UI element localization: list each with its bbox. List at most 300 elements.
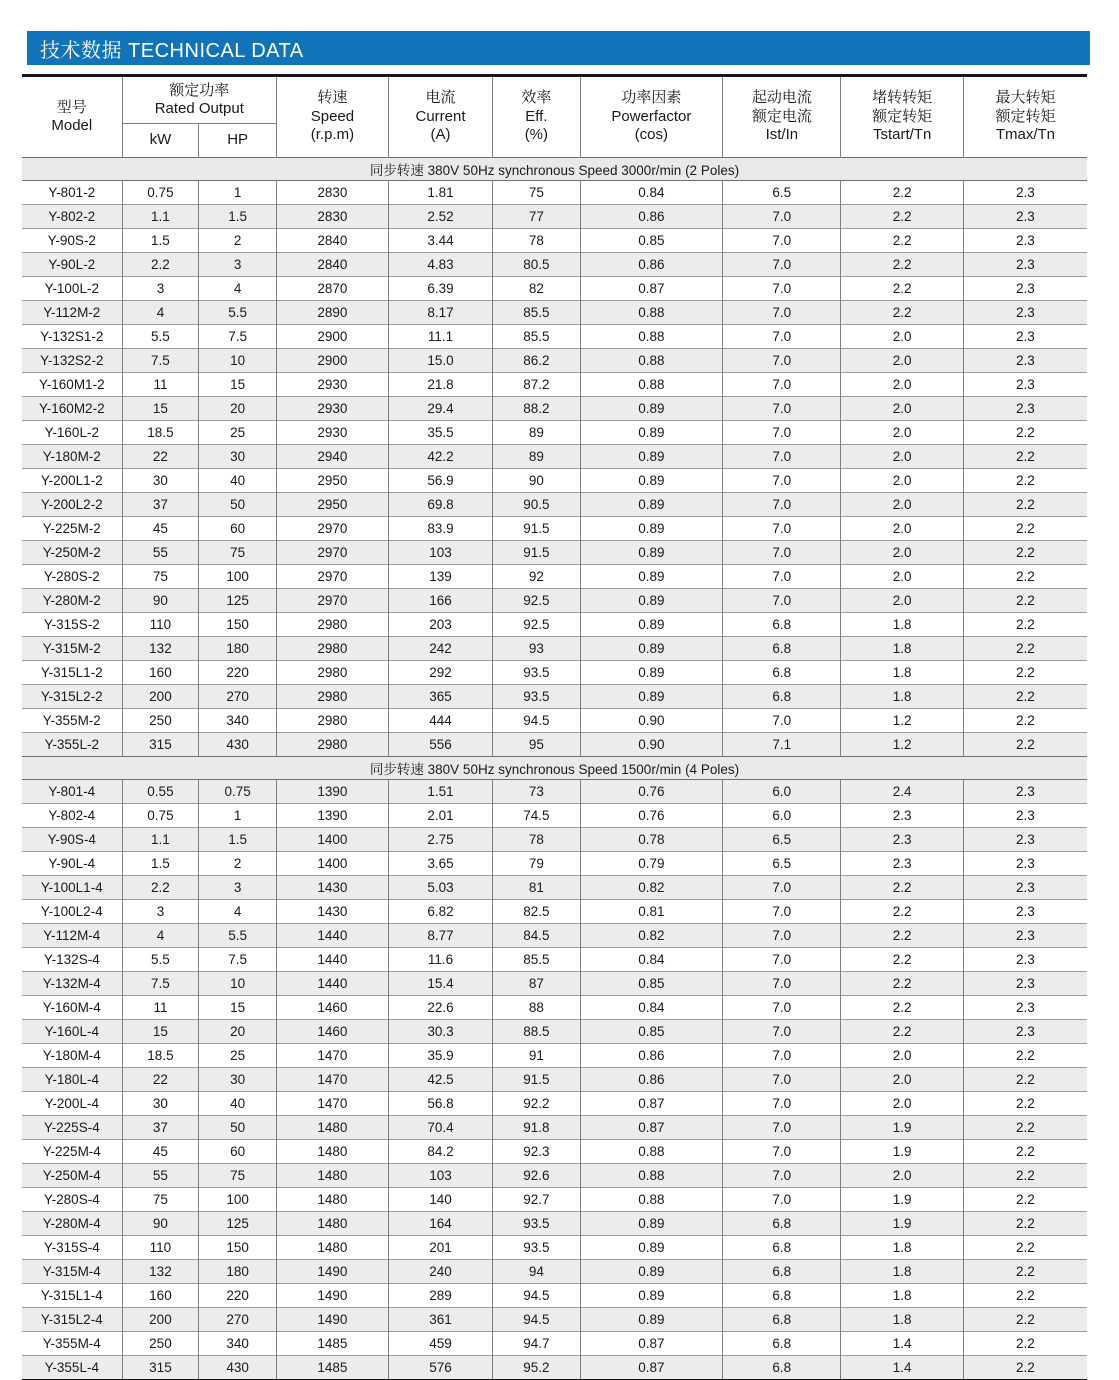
table-cell: 7.0 bbox=[723, 1140, 841, 1164]
table-cell: 1430 bbox=[277, 900, 389, 924]
table-cell: 7.0 bbox=[723, 1044, 841, 1068]
model-cell: Y-160M2-2 bbox=[22, 397, 122, 421]
table-cell: 2.3 bbox=[963, 229, 1087, 253]
col-header-current-en: Current bbox=[415, 107, 466, 125]
table-cell: 87.2 bbox=[493, 373, 580, 397]
table-cell: 0.84 bbox=[580, 996, 723, 1020]
table-cell: 2.2 bbox=[122, 253, 199, 277]
table-cell: 1.5 bbox=[122, 852, 199, 876]
table-cell: 203 bbox=[388, 613, 492, 637]
table-cell: 2.2 bbox=[841, 900, 963, 924]
table-cell: 94 bbox=[493, 1260, 580, 1284]
table-cell: 0.88 bbox=[580, 1164, 723, 1188]
col-header-powerfactor-en: Powerfactor bbox=[611, 107, 692, 125]
table-cell: 30 bbox=[122, 1092, 199, 1116]
table-cell: 2.3 bbox=[963, 205, 1087, 229]
model-cell: Y-100L-2 bbox=[22, 277, 122, 301]
table-cell: 75 bbox=[122, 1188, 199, 1212]
table-cell: 2.2 bbox=[841, 253, 963, 277]
table-cell: 2.2 bbox=[841, 1020, 963, 1044]
table-cell: 2.2 bbox=[963, 517, 1087, 541]
table-cell: 0.89 bbox=[580, 589, 723, 613]
table-cell: 444 bbox=[388, 709, 492, 733]
table-cell: 2.2 bbox=[963, 709, 1087, 733]
table-cell: 7.0 bbox=[723, 1020, 841, 1044]
table-cell: 0.78 bbox=[580, 828, 723, 852]
table-cell: 91.5 bbox=[493, 1068, 580, 1092]
table-row bbox=[22, 397, 1087, 421]
table-cell: 6.8 bbox=[723, 1308, 841, 1332]
table-cell: 1400 bbox=[277, 852, 389, 876]
table-cell: 2.2 bbox=[963, 1188, 1087, 1212]
table-cell: 94.5 bbox=[493, 1308, 580, 1332]
table-cell: 2.2 bbox=[963, 1332, 1087, 1356]
table-row bbox=[22, 1188, 1087, 1212]
table-cell: 10 bbox=[199, 972, 277, 996]
table-cell: 200 bbox=[122, 685, 199, 709]
model-cell: Y-801-4 bbox=[22, 780, 122, 804]
table-cell: 7.5 bbox=[122, 972, 199, 996]
table-cell: 2.0 bbox=[841, 469, 963, 493]
table-row bbox=[22, 493, 1087, 517]
table-cell: 140 bbox=[388, 1188, 492, 1212]
table-cell: 7.0 bbox=[723, 972, 841, 996]
table-cell: 2.01 bbox=[388, 804, 492, 828]
table-row bbox=[22, 780, 1087, 804]
table-cell: 7.0 bbox=[723, 589, 841, 613]
table-cell: 2.3 bbox=[963, 349, 1087, 373]
table-cell: 2900 bbox=[277, 325, 389, 349]
col-header-locked-rotor-torque-zh2: 额定转矩 bbox=[872, 107, 933, 125]
model-cell: Y-160M1-2 bbox=[22, 373, 122, 397]
table-cell: 60 bbox=[199, 1140, 277, 1164]
table-cell: 2.3 bbox=[963, 181, 1087, 205]
table-cell: 0.88 bbox=[580, 349, 723, 373]
model-cell: Y-355M-4 bbox=[22, 1332, 122, 1356]
table-cell: 1.1 bbox=[122, 828, 199, 852]
table-cell: 250 bbox=[122, 709, 199, 733]
table-cell: 2.2 bbox=[841, 948, 963, 972]
table-cell: 1490 bbox=[277, 1308, 389, 1332]
table-cell: 85.5 bbox=[493, 948, 580, 972]
col-header-efficiency-zh: 效率 bbox=[521, 89, 552, 107]
table-cell: 94.5 bbox=[493, 709, 580, 733]
table-cell: 2950 bbox=[277, 469, 389, 493]
table-cell: 1440 bbox=[277, 948, 389, 972]
model-cell: Y-280S-2 bbox=[22, 565, 122, 589]
table-cell: 2.0 bbox=[841, 493, 963, 517]
table-cell: 2.0 bbox=[841, 373, 963, 397]
table-cell: 0.89 bbox=[580, 541, 723, 565]
table-cell: 0.89 bbox=[580, 421, 723, 445]
col-header-kw: kW bbox=[122, 124, 199, 158]
table-cell: 85.5 bbox=[493, 301, 580, 325]
table-cell: 4 bbox=[199, 900, 277, 924]
table-cell: 365 bbox=[388, 685, 492, 709]
table-cell: 3 bbox=[122, 277, 199, 301]
table-cell: 1.9 bbox=[841, 1140, 963, 1164]
model-cell: Y-132M-4 bbox=[22, 972, 122, 996]
table-cell: 86.2 bbox=[493, 349, 580, 373]
table-cell: 7.0 bbox=[723, 541, 841, 565]
table-cell: 289 bbox=[388, 1284, 492, 1308]
table-cell: 2.0 bbox=[841, 1068, 963, 1092]
table-cell: 83.9 bbox=[388, 517, 492, 541]
model-cell: Y-90L-2 bbox=[22, 253, 122, 277]
table-row bbox=[22, 1044, 1087, 1068]
table-cell: 0.87 bbox=[580, 1116, 723, 1140]
table-cell: 11 bbox=[122, 373, 199, 397]
table-row bbox=[22, 277, 1087, 301]
table-cell: 84.5 bbox=[493, 924, 580, 948]
table-row bbox=[22, 181, 1087, 205]
table-cell: 85.5 bbox=[493, 325, 580, 349]
table-cell: 2.2 bbox=[963, 565, 1087, 589]
table-cell: 2840 bbox=[277, 229, 389, 253]
table-cell: 6.0 bbox=[723, 804, 841, 828]
table-cell: 2.2 bbox=[963, 685, 1087, 709]
table-cell: 3 bbox=[122, 900, 199, 924]
table-cell: 75 bbox=[199, 1164, 277, 1188]
table-cell: 2.3 bbox=[841, 804, 963, 828]
table-cell: 0.86 bbox=[580, 1044, 723, 1068]
table-cell: 6.5 bbox=[723, 181, 841, 205]
table-cell: 2.2 bbox=[963, 1284, 1087, 1308]
table-cell: 30 bbox=[199, 1068, 277, 1092]
table-row bbox=[22, 804, 1087, 828]
table-row bbox=[22, 1116, 1087, 1140]
table-cell: 1.2 bbox=[841, 733, 963, 757]
table-cell: 2.2 bbox=[963, 1068, 1087, 1092]
table-cell: 125 bbox=[199, 1212, 277, 1236]
table-cell: 0.82 bbox=[580, 876, 723, 900]
table-cell: 2 bbox=[199, 852, 277, 876]
table-cell: 2890 bbox=[277, 301, 389, 325]
table-cell: 93.5 bbox=[493, 1212, 580, 1236]
table-cell: 0.89 bbox=[580, 1212, 723, 1236]
table-row bbox=[22, 1308, 1087, 1332]
table-cell: 88 bbox=[493, 996, 580, 1020]
col-header-speed-zh: 转速 bbox=[317, 89, 348, 107]
table-cell: 91.5 bbox=[493, 517, 580, 541]
table-cell: 576 bbox=[388, 1356, 492, 1380]
table-cell: 0.89 bbox=[580, 565, 723, 589]
table-cell: 110 bbox=[122, 613, 199, 637]
table-cell: 0.55 bbox=[122, 780, 199, 804]
table-cell: 180 bbox=[199, 1260, 277, 1284]
table-cell: 6.8 bbox=[723, 1284, 841, 1308]
table-cell: 2930 bbox=[277, 397, 389, 421]
table-cell: 2.2 bbox=[963, 1236, 1087, 1260]
table-cell: 1485 bbox=[277, 1356, 389, 1380]
table-cell: 92.2 bbox=[493, 1092, 580, 1116]
table-cell: 7.0 bbox=[723, 229, 841, 253]
table-cell: 2.3 bbox=[963, 301, 1087, 325]
table-row bbox=[22, 685, 1087, 709]
table-cell: 2.3 bbox=[963, 948, 1087, 972]
table-cell: 78 bbox=[493, 229, 580, 253]
table-cell: 0.89 bbox=[580, 661, 723, 685]
model-cell: Y-280S-4 bbox=[22, 1188, 122, 1212]
table-cell: 2.3 bbox=[963, 828, 1087, 852]
table-cell: 7.0 bbox=[723, 301, 841, 325]
table-cell: 8.77 bbox=[388, 924, 492, 948]
table-cell: 0.75 bbox=[122, 804, 199, 828]
table-cell: 93.5 bbox=[493, 685, 580, 709]
table-cell: 315 bbox=[122, 733, 199, 757]
table-cell: 7.0 bbox=[723, 1092, 841, 1116]
table-row bbox=[22, 253, 1087, 277]
table-cell: 5.5 bbox=[199, 301, 277, 325]
col-header-model-zh: 型号 bbox=[56, 98, 87, 116]
table-cell: 1480 bbox=[277, 1116, 389, 1140]
table-cell: 7.0 bbox=[723, 421, 841, 445]
table-cell: 2.3 bbox=[963, 780, 1087, 804]
table-cell: 95 bbox=[493, 733, 580, 757]
model-cell: Y-180M-4 bbox=[22, 1044, 122, 1068]
table-cell: 1440 bbox=[277, 972, 389, 996]
table-cell: 93.5 bbox=[493, 661, 580, 685]
table-cell: 2.2 bbox=[963, 421, 1087, 445]
model-cell: Y-250M-4 bbox=[22, 1164, 122, 1188]
model-cell: Y-225M-2 bbox=[22, 517, 122, 541]
table-cell: 0.76 bbox=[580, 804, 723, 828]
table-cell: 0.89 bbox=[580, 1284, 723, 1308]
model-cell: Y-100L2-4 bbox=[22, 900, 122, 924]
table-cell: 30.3 bbox=[388, 1020, 492, 1044]
table-cell: 6.8 bbox=[723, 637, 841, 661]
table-cell: 60 bbox=[199, 517, 277, 541]
table-cell: 110 bbox=[122, 1236, 199, 1260]
table-cell: 7.0 bbox=[723, 349, 841, 373]
table-cell: 0.89 bbox=[580, 1308, 723, 1332]
table-cell: 6.0 bbox=[723, 780, 841, 804]
table-cell: 95.2 bbox=[493, 1356, 580, 1380]
model-cell: Y-132S-4 bbox=[22, 948, 122, 972]
table-cell: 0.89 bbox=[580, 517, 723, 541]
table-cell: 93.5 bbox=[493, 1236, 580, 1260]
table-cell: 270 bbox=[199, 685, 277, 709]
table-cell: 0.75 bbox=[199, 780, 277, 804]
table-cell: 7.5 bbox=[199, 948, 277, 972]
col-header-starting-current-zh2: 额定电流 bbox=[751, 107, 812, 125]
table-cell: 7.0 bbox=[723, 277, 841, 301]
page-title: 技术数据 TECHNICAL DATA bbox=[40, 39, 304, 62]
table-cell: 1480 bbox=[277, 1164, 389, 1188]
col-header-rated-output bbox=[122, 76, 276, 124]
table-cell: 2930 bbox=[277, 373, 389, 397]
section-header-row bbox=[22, 757, 1087, 780]
table-cell: 4 bbox=[122, 301, 199, 325]
col-header-model bbox=[22, 76, 122, 158]
section-title: 同步转速 380V 50Hz synchronous Speed 3000r/min (2 Poles) bbox=[22, 158, 1087, 181]
table-cell: 22.6 bbox=[388, 996, 492, 1020]
table-cell: 2.2 bbox=[841, 924, 963, 948]
table-cell: 2.3 bbox=[963, 972, 1087, 996]
table-cell: 3.65 bbox=[388, 852, 492, 876]
table-cell: 2870 bbox=[277, 277, 389, 301]
table-cell: 1460 bbox=[277, 1020, 389, 1044]
model-cell: Y-315S-4 bbox=[22, 1236, 122, 1260]
table-cell: 1485 bbox=[277, 1332, 389, 1356]
table-cell: 2.2 bbox=[841, 996, 963, 1020]
table-cell: 180 bbox=[199, 637, 277, 661]
table-cell: 459 bbox=[388, 1332, 492, 1356]
table-row bbox=[22, 637, 1087, 661]
table-cell: 2980 bbox=[277, 685, 389, 709]
table-cell: 4 bbox=[199, 277, 277, 301]
model-cell: Y-90L-4 bbox=[22, 852, 122, 876]
table-cell: 87 bbox=[493, 972, 580, 996]
table-row bbox=[22, 565, 1087, 589]
table-cell: 6.8 bbox=[723, 1260, 841, 1284]
table-cell: 7.0 bbox=[723, 565, 841, 589]
table-cell: 7.0 bbox=[723, 325, 841, 349]
table-row bbox=[22, 349, 1087, 373]
table-cell: 7.0 bbox=[723, 397, 841, 421]
table-cell: 2970 bbox=[277, 517, 389, 541]
table-cell: 220 bbox=[199, 1284, 277, 1308]
table-row bbox=[22, 1284, 1087, 1308]
table-cell: 2.0 bbox=[841, 541, 963, 565]
table-cell: 0.88 bbox=[580, 373, 723, 397]
table-cell: 6.8 bbox=[723, 1332, 841, 1356]
table-cell: 2.2 bbox=[841, 301, 963, 325]
table-row bbox=[22, 1236, 1087, 1260]
table-row bbox=[22, 661, 1087, 685]
table-cell: 4.83 bbox=[388, 253, 492, 277]
table-cell: 55 bbox=[122, 1164, 199, 1188]
table-cell: 6.8 bbox=[723, 613, 841, 637]
col-header-efficiency-en: Eff. bbox=[525, 107, 548, 125]
table-cell: 2.0 bbox=[841, 349, 963, 373]
table-row bbox=[22, 1140, 1087, 1164]
table-cell: 0.89 bbox=[580, 613, 723, 637]
table-cell: 0.89 bbox=[580, 469, 723, 493]
table-cell: 2980 bbox=[277, 733, 389, 757]
table-cell: 2.2 bbox=[963, 1308, 1087, 1332]
table-cell: 56.9 bbox=[388, 469, 492, 493]
table-cell: 42.5 bbox=[388, 1068, 492, 1092]
table-cell: 556 bbox=[388, 733, 492, 757]
table-cell: 84.2 bbox=[388, 1140, 492, 1164]
col-header-locked-rotor-torque-zh1: 堵转转矩 bbox=[872, 89, 933, 107]
table-cell: 7.0 bbox=[723, 469, 841, 493]
col-header-model-en: Model bbox=[51, 117, 93, 134]
table-cell: 80.5 bbox=[493, 253, 580, 277]
table-cell: 3.44 bbox=[388, 229, 492, 253]
model-cell: Y-802-4 bbox=[22, 804, 122, 828]
table-cell: 0.89 bbox=[580, 493, 723, 517]
table-cell: 0.76 bbox=[580, 780, 723, 804]
table-header bbox=[22, 76, 1087, 158]
section-header-row bbox=[22, 158, 1087, 181]
table-cell: 7.0 bbox=[723, 205, 841, 229]
table-row bbox=[22, 852, 1087, 876]
table-cell: 240 bbox=[388, 1260, 492, 1284]
table-row bbox=[22, 1356, 1087, 1380]
table-cell: 7.0 bbox=[723, 1068, 841, 1092]
table-cell: 1490 bbox=[277, 1260, 389, 1284]
table-cell: 18.5 bbox=[122, 421, 199, 445]
table-cell: 1.9 bbox=[841, 1116, 963, 1140]
table-cell: 1.2 bbox=[841, 709, 963, 733]
col-header-current-zh: 电流 bbox=[425, 89, 456, 107]
table-cell: 7.0 bbox=[723, 1188, 841, 1212]
table-cell: 2.0 bbox=[841, 517, 963, 541]
table-cell: 1.8 bbox=[841, 613, 963, 637]
table-row bbox=[22, 589, 1087, 613]
model-cell: Y-802-2 bbox=[22, 205, 122, 229]
table-cell: 1.4 bbox=[841, 1356, 963, 1380]
table-cell: 0.82 bbox=[580, 924, 723, 948]
table-cell: 18.5 bbox=[122, 1044, 199, 1068]
col-header-locked-rotor-torque-ratio: Tstart/Tn bbox=[872, 126, 932, 144]
table-row bbox=[22, 1068, 1087, 1092]
col-header-powerfactor bbox=[580, 76, 723, 158]
model-cell: Y-225S-4 bbox=[22, 1116, 122, 1140]
table-cell: 30 bbox=[122, 469, 199, 493]
table-cell: 1.1 bbox=[122, 205, 199, 229]
table-cell: 2970 bbox=[277, 565, 389, 589]
table-cell: 2.2 bbox=[122, 876, 199, 900]
table-cell: 2.0 bbox=[841, 565, 963, 589]
table-cell: 2.0 bbox=[841, 445, 963, 469]
table-cell: 1.4 bbox=[841, 1332, 963, 1356]
table-cell: 2.2 bbox=[963, 469, 1087, 493]
table-cell: 139 bbox=[388, 565, 492, 589]
table-cell: 1390 bbox=[277, 780, 389, 804]
model-cell: Y-225M-4 bbox=[22, 1140, 122, 1164]
table-cell: 200 bbox=[122, 1308, 199, 1332]
table-cell: 2980 bbox=[277, 613, 389, 637]
table-cell: 0.89 bbox=[580, 685, 723, 709]
table-cell: 15 bbox=[122, 1020, 199, 1044]
model-cell: Y-280M-2 bbox=[22, 589, 122, 613]
table-cell: 103 bbox=[388, 1164, 492, 1188]
table-cell: 340 bbox=[199, 709, 277, 733]
model-cell: Y-112M-4 bbox=[22, 924, 122, 948]
table-cell: 0.89 bbox=[580, 445, 723, 469]
table-cell: 1.5 bbox=[122, 229, 199, 253]
table-cell: 1 bbox=[199, 181, 277, 205]
table-cell: 35.5 bbox=[388, 421, 492, 445]
table-cell: 2.2 bbox=[963, 1116, 1087, 1140]
table-cell: 2 bbox=[199, 229, 277, 253]
table-cell: 6.8 bbox=[723, 1356, 841, 1380]
table-cell: 92.5 bbox=[493, 613, 580, 637]
table-cell: 90 bbox=[493, 469, 580, 493]
table-cell: 93 bbox=[493, 637, 580, 661]
table-cell: 78 bbox=[493, 828, 580, 852]
model-cell: Y-355M-2 bbox=[22, 709, 122, 733]
table-cell: 7.0 bbox=[723, 876, 841, 900]
table-cell: 45 bbox=[122, 1140, 199, 1164]
table-cell: 0.87 bbox=[580, 1092, 723, 1116]
model-cell: Y-315L2-2 bbox=[22, 685, 122, 709]
table-cell: 5.5 bbox=[122, 948, 199, 972]
table-cell: 150 bbox=[199, 1236, 277, 1260]
table-cell: 5.5 bbox=[199, 924, 277, 948]
table-cell: 0.88 bbox=[580, 1140, 723, 1164]
table-cell: 2.2 bbox=[963, 733, 1087, 757]
table-cell: 1.9 bbox=[841, 1212, 963, 1236]
model-cell: Y-315L1-2 bbox=[22, 661, 122, 685]
table-cell: 94.7 bbox=[493, 1332, 580, 1356]
table-cell: 2.3 bbox=[963, 373, 1087, 397]
table-cell: 164 bbox=[388, 1212, 492, 1236]
table-cell: 1.5 bbox=[199, 205, 277, 229]
